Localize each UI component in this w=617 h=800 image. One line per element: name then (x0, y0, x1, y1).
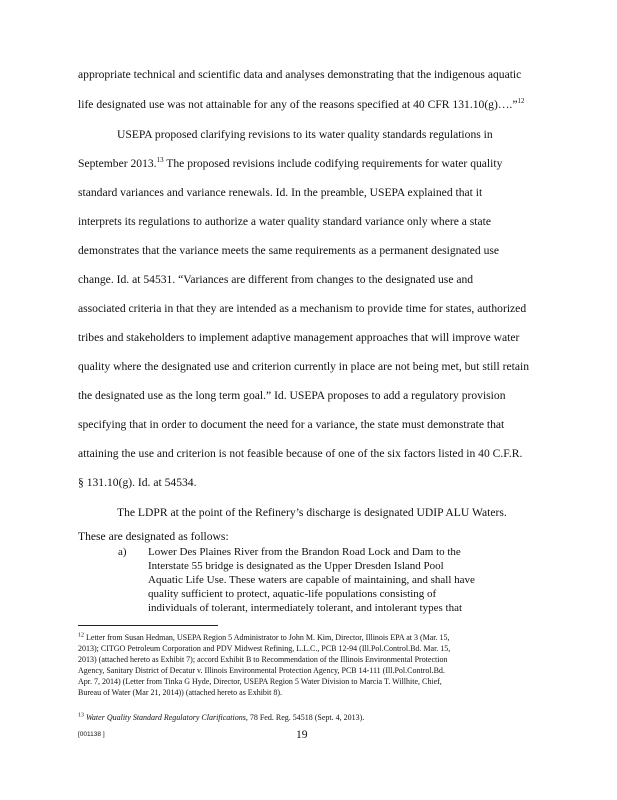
list-item-line: individuals of tolerant, intermediately tolerant, and intolerant types that (148, 602, 463, 614)
footnote-text: Bureau of Water (Mar 21, 2014)) (attached hereto as Exhibit 8). (78, 688, 283, 697)
body-line: appropriate technical and scientific data and analyses demonstrating that the indigenous aquatic (78, 68, 522, 81)
footnote-text: 2013); CITGO Petroleum Corporation and PDV Midwest Refining, L.L.C., PCB 12-94 (Ill.Pol.Control.Bd. Mar. 15, (78, 644, 451, 653)
footnote-13 (78, 712, 548, 723)
list-item-line: quality sufficient to protect, aquatic-life populations consisting of (148, 588, 437, 600)
body-line: attaining the use and criterion is not feasible because of one of the six factors listed in 40 C.F.R. (78, 447, 523, 460)
body-line: tribes and stakeholders to implement adaptive management approaches that will improve water (78, 331, 520, 344)
body-line: interprets its regulations to authorize a water quality standard variance only where a state (78, 215, 492, 228)
body-line: § 131.10(g). Id. at 54534. (78, 476, 197, 489)
footnote-ref-12: 12 (517, 97, 525, 106)
body-line: life designated use was not attainable for any of the reasons specified at 40 CFR 131.10(g)….”$^{12}$ (78, 97, 525, 111)
body-line: associated criteria in that they are intended as a mechanism to provide time for states, authorized (78, 302, 527, 315)
list-item-label: a) (118, 546, 127, 558)
footnote-text: Apr. 7, 2014) (Letter from Tinka G Hyde, Director, USEPA Region 5 Water Division to Marcia T. Willhite, Chief, (78, 677, 442, 686)
footnote-text: 2013) (attached hereto as Exhibit 7); accord Exhibit B to Recommendation of the Illinois Environmental Protection (78, 655, 448, 664)
footnote-ref-13: 13 (156, 156, 164, 165)
footnote-number: 13 (78, 712, 84, 719)
footnote-text: Letter from Susan Hedman, USEPA Region 5 Administrator to John M. Kim, Director, Illinois EPA at 3 (Mar. 15, (86, 633, 450, 642)
document-id: [001138 ] (78, 731, 105, 738)
footnote-citation-title: Water Quality Standard Regulatory Clarifications (86, 713, 246, 722)
body-line: September 2013.13 The proposed revisions include codifying requirements for water quality (78, 156, 503, 170)
footnote-text: , 78 Fed. Reg. 54518 (Sept. 4, 2013). (245, 713, 365, 722)
list-item-line: Aquatic Life Use. These waters are capable of maintaining, and shall have (148, 574, 475, 586)
body-line: the designated use as the long term goal.” Id. USEPA proposes to add a regulatory provision (78, 389, 506, 402)
body-line: quality where the designated use and criterion currently in place are not being met, but still retain (78, 360, 530, 373)
footnote-number: 12 (78, 632, 84, 639)
list-item-line: Lower Des Plaines River from the Brandon Road Lock and Dam to the (148, 546, 461, 558)
body-line: USEPA proposed clarifying revisions to its water quality standards regulations in (117, 128, 493, 141)
footnote-divider (78, 625, 218, 626)
body-line: The LDPR at the point of the Refinery’s discharge is designated UDIP ALU Waters. (117, 506, 507, 519)
body-line: These are designated as follows: (78, 530, 229, 543)
page-number: 19 (296, 728, 308, 741)
body-line: standard variances and variance renewals. Id. In the preamble, USEPA explained that it (78, 186, 483, 199)
body-line: demonstrates that the variance meets the same requirements as a permanent designated use (78, 244, 500, 257)
body-line: change. Id. at 54531. “Variances are different from changes to the designated use and (78, 273, 474, 286)
body-line: specifying that in order to document the need for a variance, the state must demonstrate that (78, 418, 505, 431)
footnote-12 (78, 632, 548, 698)
footnote-text: Agency, Sanitary District of Decatur v. Illinois Environmental Protection Agency, PCB 14-111 (Ill.Pol.Control.Bd. (78, 666, 445, 675)
list-item-line: Interstate 55 bridge is designated as the Upper Dresden Island Pool (148, 560, 444, 572)
